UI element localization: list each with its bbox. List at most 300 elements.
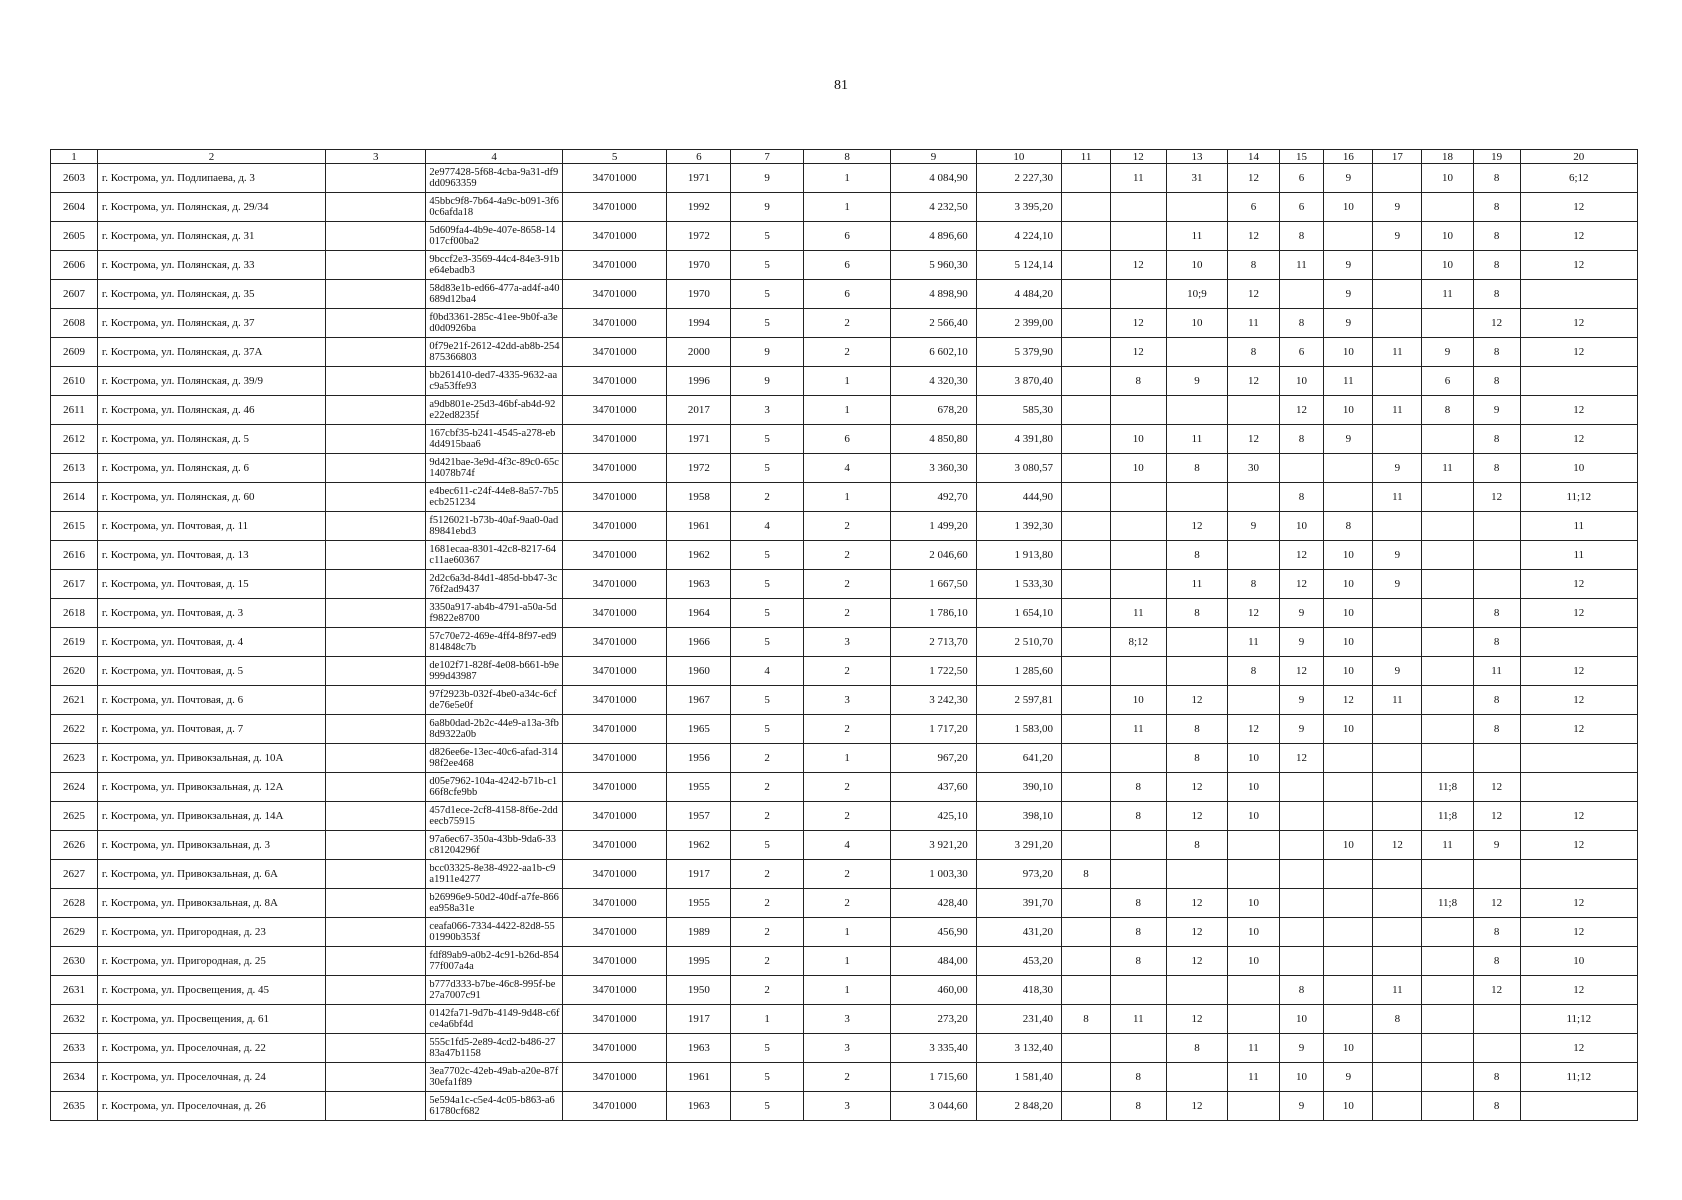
table-cell: [1279, 918, 1324, 947]
table-cell: [326, 425, 426, 454]
table-cell: [1062, 715, 1111, 744]
table-cell: 11: [1279, 251, 1324, 280]
table-cell: 6a8b0dad-2b2c-44e9-a13a-3fb8d9322a0b: [426, 715, 563, 744]
table-cell: f0bd3361-285c-41ee-9b0f-a3ed0d0926ba: [426, 309, 563, 338]
table-cell: г. Кострома, ул. Почтовая, д. 11: [97, 512, 325, 541]
table-cell: 5: [731, 570, 804, 599]
table-cell: [1279, 860, 1324, 889]
table-cell: 457d1ece-2cf8-4158-8f6e-2ddeecb75915: [426, 802, 563, 831]
table-cell: 1: [803, 367, 890, 396]
table-cell: [326, 1005, 426, 1034]
table-cell: 6: [803, 425, 890, 454]
table-cell: 9: [1279, 599, 1324, 628]
table-cell: 10: [1324, 715, 1373, 744]
table-cell: 10: [1228, 918, 1279, 947]
table-cell: [1373, 773, 1422, 802]
table-cell: 12: [1111, 251, 1166, 280]
table-cell: 12: [1228, 222, 1279, 251]
table-cell: 34701000: [562, 599, 667, 628]
table-cell: [1422, 309, 1473, 338]
table-cell: 5d609fa4-4b9e-407e-8658-14017cf00ba2: [426, 222, 563, 251]
table-cell: 1995: [667, 947, 731, 976]
table-cell: г. Кострома, ул. Полянская, д. 31: [97, 222, 325, 251]
table-cell: 34701000: [562, 686, 667, 715]
table-cell: [1062, 628, 1111, 657]
table-cell: 11: [1373, 976, 1422, 1005]
table-cell: 3: [731, 396, 804, 425]
table-cell: 444,90: [976, 483, 1061, 512]
table-cell: 11;12: [1520, 1005, 1637, 1034]
table-cell: 1966: [667, 628, 731, 657]
table-cell: [1373, 860, 1422, 889]
table-cell: [326, 1034, 426, 1063]
table-cell: 9: [1279, 628, 1324, 657]
table-cell: 8: [1473, 599, 1520, 628]
table-cell: [1062, 802, 1111, 831]
table-cell: 4 898,90: [891, 280, 976, 309]
table-cell: 2: [731, 773, 804, 802]
table-cell: 555c1fd5-2e89-4cd2-b486-2783a47b1158: [426, 1034, 563, 1063]
column-header: 7: [731, 150, 804, 164]
table-cell: [1422, 483, 1473, 512]
table-cell: [1422, 1063, 1473, 1092]
table-cell: 0142fa71-9d7b-4149-9d48-c6fce4a6bf4d: [426, 1005, 563, 1034]
table-cell: 58d83e1b-ed66-477a-ad4f-a40689d12ba4: [426, 280, 563, 309]
table-cell: г. Кострома, ул. Привокзальная, д. 12А: [97, 773, 325, 802]
table-cell: 34701000: [562, 715, 667, 744]
table-cell: [1166, 976, 1228, 1005]
table-cell: 10: [1324, 338, 1373, 367]
table-cell: 34701000: [562, 889, 667, 918]
table-cell: г. Кострома, ул. Почтовая, д. 6: [97, 686, 325, 715]
table-cell: [1324, 889, 1373, 918]
table-cell: 3 870,40: [976, 367, 1061, 396]
table-cell: [1373, 309, 1422, 338]
table-cell: 2624: [51, 773, 98, 802]
table-cell: 4: [803, 454, 890, 483]
table-cell: 2629: [51, 918, 98, 947]
table-cell: 6: [1279, 193, 1324, 222]
table-cell: 6: [1279, 338, 1324, 367]
table-cell: 1 786,10: [891, 599, 976, 628]
table-cell: 34701000: [562, 483, 667, 512]
table-cell: [1111, 570, 1166, 599]
table-cell: [1279, 889, 1324, 918]
table-cell: [326, 715, 426, 744]
table-cell: [1520, 1092, 1637, 1121]
table-cell: bcc03325-8e38-4922-aa1b-c9a1911e4277: [426, 860, 563, 889]
table-cell: 1971: [667, 425, 731, 454]
table-cell: 12: [1279, 657, 1324, 686]
table-cell: 1: [803, 193, 890, 222]
table-cell: 34701000: [562, 1005, 667, 1034]
table-cell: 5: [731, 251, 804, 280]
table-cell: 8: [1166, 715, 1228, 744]
table-cell: [1422, 860, 1473, 889]
table-cell: 9: [1228, 512, 1279, 541]
table-cell: [1373, 425, 1422, 454]
table-cell: 12: [1228, 367, 1279, 396]
table-cell: 11: [1324, 367, 1373, 396]
table-cell: 3 395,20: [976, 193, 1061, 222]
table-cell: г. Кострома, ул. Проселочная, д. 24: [97, 1063, 325, 1092]
table-cell: 1: [803, 396, 890, 425]
table-cell: 2: [731, 947, 804, 976]
table-cell: 12: [1520, 918, 1637, 947]
table-cell: [1520, 860, 1637, 889]
table-cell: [1324, 976, 1373, 1005]
table-cell: [1324, 1005, 1373, 1034]
table-cell: 3 242,30: [891, 686, 976, 715]
table-cell: 12: [1473, 309, 1520, 338]
table-cell: 11;12: [1520, 483, 1637, 512]
table-cell: 4 850,80: [891, 425, 976, 454]
table-cell: 1972: [667, 454, 731, 483]
table-cell: [1373, 1092, 1422, 1121]
column-header: 10: [976, 150, 1061, 164]
table-cell: 8: [1166, 831, 1228, 860]
table-cell: 8: [1473, 164, 1520, 193]
table-cell: 1: [803, 947, 890, 976]
table-cell: 8: [1473, 222, 1520, 251]
table-cell: г. Кострома, ул. Почтовая, д. 7: [97, 715, 325, 744]
table-cell: 1: [803, 164, 890, 193]
table-cell: 2619: [51, 628, 98, 657]
table-cell: 398,10: [976, 802, 1061, 831]
table-cell: 8: [1279, 483, 1324, 512]
table-cell: b26996e9-50d2-40df-a7fe-866ea958a31e: [426, 889, 563, 918]
column-header: 13: [1166, 150, 1228, 164]
table-cell: 8: [1279, 222, 1324, 251]
table-cell: 2: [731, 918, 804, 947]
table-cell: 453,20: [976, 947, 1061, 976]
table-row: [51, 1034, 1638, 1063]
table-cell: [1473, 1034, 1520, 1063]
table-cell: [1166, 657, 1228, 686]
table-cell: 1963: [667, 1034, 731, 1063]
table-cell: 1 581,40: [976, 1063, 1061, 1092]
table-cell: 1955: [667, 773, 731, 802]
table-cell: 2620: [51, 657, 98, 686]
table-cell: 8: [1166, 1034, 1228, 1063]
table-cell: [1324, 802, 1373, 831]
table-cell: 12: [1279, 396, 1324, 425]
table-cell: 2: [803, 599, 890, 628]
table-cell: 11;8: [1422, 889, 1473, 918]
table-cell: [1062, 483, 1111, 512]
table-cell: 3ea7702c-42eb-49ab-a20e-87f30efa1f89: [426, 1063, 563, 1092]
table-cell: [326, 657, 426, 686]
table-cell: г. Кострома, ул. Привокзальная, д. 3: [97, 831, 325, 860]
table-cell: 6: [1228, 193, 1279, 222]
table-cell: 11: [1228, 1034, 1279, 1063]
table-cell: [1228, 483, 1279, 512]
table-cell: 11: [1166, 222, 1228, 251]
table-cell: 9: [1324, 425, 1373, 454]
column-header: 2: [97, 150, 325, 164]
column-header: 1: [51, 150, 98, 164]
housing-registry-table: [50, 149, 1638, 1121]
table-cell: [326, 164, 426, 193]
table-cell: [1228, 1092, 1279, 1121]
table-cell: [1279, 280, 1324, 309]
table-cell: 11: [1228, 309, 1279, 338]
table-cell: [1062, 831, 1111, 860]
table-cell: 1: [731, 1005, 804, 1034]
table-cell: [326, 918, 426, 947]
table-cell: 1917: [667, 860, 731, 889]
table-row: [51, 454, 1638, 483]
table-cell: 11: [1111, 164, 1166, 193]
table-cell: 34701000: [562, 802, 667, 831]
table-cell: 1 285,60: [976, 657, 1061, 686]
table-cell: 2: [731, 802, 804, 831]
table-cell: 34701000: [562, 193, 667, 222]
header-row: [51, 150, 1638, 164]
table-cell: 5: [731, 222, 804, 251]
table-cell: 5: [731, 1063, 804, 1092]
table-cell: 9bccf2e3-3569-44c4-84e3-91be64ebadb3: [426, 251, 563, 280]
table-row: [51, 1092, 1638, 1121]
column-header: 15: [1279, 150, 1324, 164]
column-header: 19: [1473, 150, 1520, 164]
table-cell: 2608: [51, 309, 98, 338]
table-cell: 9: [1473, 831, 1520, 860]
table-cell: 9: [1279, 1092, 1324, 1121]
table-cell: 30: [1228, 454, 1279, 483]
table-cell: 3: [803, 686, 890, 715]
table-cell: 10: [1166, 309, 1228, 338]
table-cell: 2e977428-5f68-4cba-9a31-df9dd0963359: [426, 164, 563, 193]
table-cell: [1062, 686, 1111, 715]
table-cell: 4: [731, 512, 804, 541]
table-cell: г. Кострома, ул. Полянская, д. 5: [97, 425, 325, 454]
table-cell: [1062, 309, 1111, 338]
table-cell: 2: [803, 860, 890, 889]
table-cell: [326, 947, 426, 976]
table-cell: [1228, 396, 1279, 425]
table-cell: г. Кострома, ул. Почтовая, д. 5: [97, 657, 325, 686]
table-cell: 10: [1422, 222, 1473, 251]
table-cell: 8: [1422, 396, 1473, 425]
table-cell: 1961: [667, 512, 731, 541]
table-cell: 5: [731, 454, 804, 483]
table-cell: 2: [731, 860, 804, 889]
table-cell: [1373, 512, 1422, 541]
table-cell: 8: [1473, 251, 1520, 280]
table-cell: г. Кострома, ул. Полянская, д. 39/9: [97, 367, 325, 396]
table-cell: [1062, 773, 1111, 802]
table-cell: 12: [1228, 425, 1279, 454]
table-cell: 2603: [51, 164, 98, 193]
table-cell: 11: [1373, 396, 1422, 425]
table-cell: 1956: [667, 744, 731, 773]
table-cell: 8: [1111, 947, 1166, 976]
table-cell: [1111, 1034, 1166, 1063]
table-cell: 4 224,10: [976, 222, 1061, 251]
table-cell: 12: [1473, 483, 1520, 512]
table-cell: 3: [803, 628, 890, 657]
table-cell: [1228, 831, 1279, 860]
table-cell: [1520, 744, 1637, 773]
table-cell: 8: [1111, 773, 1166, 802]
table-cell: 12: [1520, 1034, 1637, 1063]
table-cell: bb261410-ded7-4335-9632-aac9a53ffe93: [426, 367, 563, 396]
table-cell: 3 335,40: [891, 1034, 976, 1063]
table-cell: 5: [731, 1092, 804, 1121]
table-cell: 8: [1279, 425, 1324, 454]
table-cell: [326, 628, 426, 657]
table-cell: 1681ecaa-8301-42c8-8217-64c11ae60367: [426, 541, 563, 570]
table-cell: г. Кострома, ул. Почтовая, д. 4: [97, 628, 325, 657]
table-cell: 12: [1166, 947, 1228, 976]
table-cell: 5: [731, 831, 804, 860]
table-cell: [326, 860, 426, 889]
table-cell: 9: [1422, 338, 1473, 367]
table-cell: [1324, 947, 1373, 976]
table-cell: 967,20: [891, 744, 976, 773]
table-cell: 12: [1520, 599, 1637, 628]
table-cell: 3 132,40: [976, 1034, 1061, 1063]
table-cell: 8: [1473, 715, 1520, 744]
table-cell: 3350a917-ab4b-4791-a50a-5df9822e8700: [426, 599, 563, 628]
table-cell: 2633: [51, 1034, 98, 1063]
table-cell: [1422, 976, 1473, 1005]
table-cell: 10: [1228, 773, 1279, 802]
table-cell: 2: [731, 483, 804, 512]
table-cell: 1964: [667, 599, 731, 628]
table-cell: 8: [1473, 425, 1520, 454]
table-cell: 1972: [667, 222, 731, 251]
table-cell: 1 583,00: [976, 715, 1061, 744]
table-cell: 1 499,20: [891, 512, 976, 541]
table-cell: [1166, 483, 1228, 512]
table-cell: 8: [1324, 512, 1373, 541]
table-cell: [1422, 715, 1473, 744]
table-cell: 2630: [51, 947, 98, 976]
table-cell: [326, 1063, 426, 1092]
table-cell: 12: [1166, 686, 1228, 715]
table-cell: 8: [1228, 251, 1279, 280]
table-cell: 1 654,10: [976, 599, 1061, 628]
column-header: 17: [1373, 150, 1422, 164]
table-cell: [1062, 744, 1111, 773]
table-cell: 34701000: [562, 657, 667, 686]
table-cell: [1373, 889, 1422, 918]
table-cell: 2d2c6a3d-84d1-485d-bb47-3c76f2ad9437: [426, 570, 563, 599]
table-cell: 12: [1473, 802, 1520, 831]
table-cell: [1373, 918, 1422, 947]
table-cell: [1228, 860, 1279, 889]
page-number: 81: [834, 78, 848, 93]
table-cell: 1970: [667, 280, 731, 309]
table-row: [51, 1005, 1638, 1034]
table-cell: 2 566,40: [891, 309, 976, 338]
table-cell: 34701000: [562, 1063, 667, 1092]
table-cell: 1957: [667, 802, 731, 831]
table-cell: [326, 744, 426, 773]
table-cell: 2614: [51, 483, 98, 512]
table-cell: 1 717,20: [891, 715, 976, 744]
table-cell: 9: [1324, 280, 1373, 309]
table-cell: 2: [803, 802, 890, 831]
table-cell: [1062, 454, 1111, 483]
table-cell: 10: [1279, 367, 1324, 396]
table-cell: 1994: [667, 309, 731, 338]
table-cell: [1520, 628, 1637, 657]
table-cell: 5 124,14: [976, 251, 1061, 280]
table-cell: 8: [1228, 570, 1279, 599]
table-cell: 1996: [667, 367, 731, 396]
table-cell: 2621: [51, 686, 98, 715]
table-cell: г. Кострома, ул. Привокзальная, д. 6А: [97, 860, 325, 889]
table-cell: [1111, 222, 1166, 251]
table-cell: [1422, 599, 1473, 628]
table-cell: 0f79e21f-2612-42dd-ab8b-254875366803: [426, 338, 563, 367]
table-row: [51, 628, 1638, 657]
table-cell: 11: [1520, 541, 1637, 570]
table-cell: 2617: [51, 570, 98, 599]
table-cell: [1422, 657, 1473, 686]
table-cell: 2610: [51, 367, 98, 396]
table-cell: [1062, 1063, 1111, 1092]
table-cell: 34701000: [562, 773, 667, 802]
table-cell: 2616: [51, 541, 98, 570]
table-cell: 8: [1473, 1092, 1520, 1121]
table-cell: г. Кострома, ул. Полянская, д. 29/34: [97, 193, 325, 222]
table-cell: [1111, 396, 1166, 425]
table-cell: [1111, 831, 1166, 860]
table-cell: 8;12: [1111, 628, 1166, 657]
table-cell: 12: [1111, 309, 1166, 338]
table-cell: 2632: [51, 1005, 98, 1034]
table-cell: 3: [803, 1034, 890, 1063]
table-cell: 10: [1324, 628, 1373, 657]
table-cell: г. Кострома, ул. Просвещения, д. 45: [97, 976, 325, 1005]
table-cell: 10: [1228, 802, 1279, 831]
table-cell: 11: [1422, 280, 1473, 309]
table-cell: 34701000: [562, 512, 667, 541]
table-cell: [1062, 570, 1111, 599]
table-cell: 2625: [51, 802, 98, 831]
table-cell: [1373, 715, 1422, 744]
table-cell: 8: [1228, 338, 1279, 367]
table-cell: [1062, 541, 1111, 570]
table-cell: [1373, 744, 1422, 773]
table-cell: 2 227,30: [976, 164, 1061, 193]
table-row: [51, 541, 1638, 570]
table-cell: 4 484,20: [976, 280, 1061, 309]
table-cell: 428,40: [891, 889, 976, 918]
table-cell: 2626: [51, 831, 98, 860]
column-header: 3: [326, 150, 426, 164]
table-cell: 2 848,20: [976, 1092, 1061, 1121]
table-cell: 5: [731, 425, 804, 454]
table-cell: [1228, 541, 1279, 570]
table-cell: 10: [1166, 251, 1228, 280]
table-cell: 4 320,30: [891, 367, 976, 396]
table-cell: 11: [1166, 570, 1228, 599]
table-cell: г. Кострома, ул. Привокзальная, д. 8А: [97, 889, 325, 918]
column-header: 4: [426, 150, 563, 164]
table-cell: г. Кострома, ул. Привокзальная, д. 10А: [97, 744, 325, 773]
table-cell: 12: [1520, 802, 1637, 831]
table-cell: 9: [1473, 396, 1520, 425]
table-cell: г. Кострома, ул. Полянская, д. 60: [97, 483, 325, 512]
table-cell: [1062, 947, 1111, 976]
table-cell: г. Кострома, ул. Почтовая, д. 3: [97, 599, 325, 628]
table-cell: [1111, 860, 1166, 889]
